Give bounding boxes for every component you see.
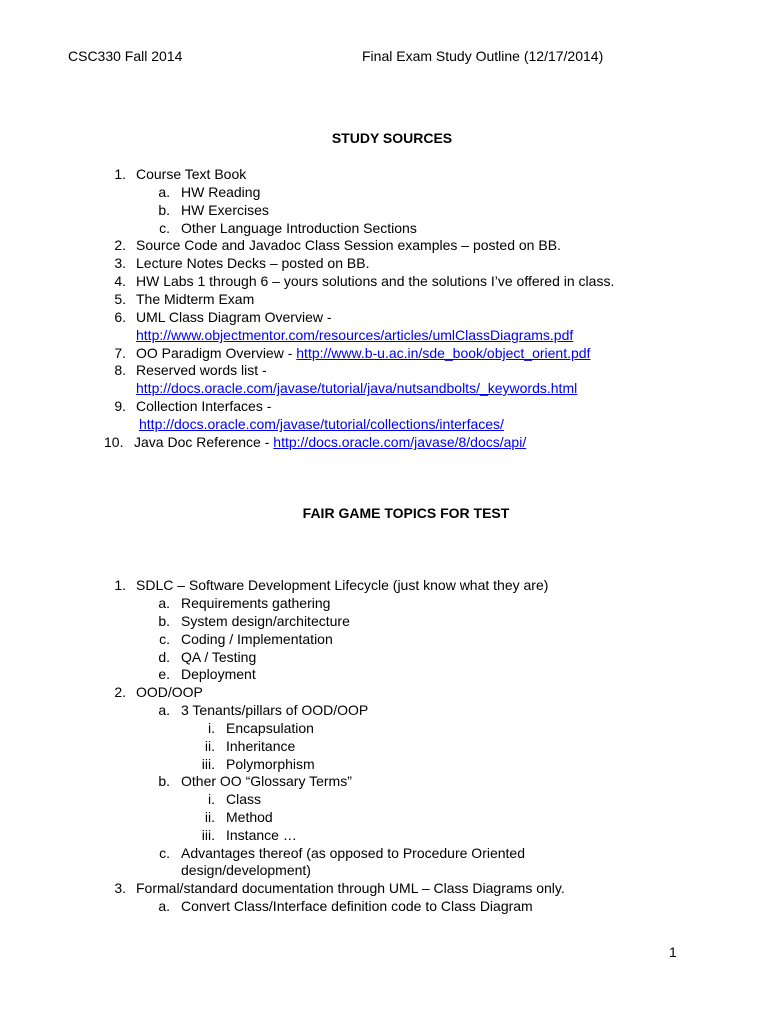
list-marker: a. xyxy=(158,898,170,914)
list-marker: 4. xyxy=(114,273,126,289)
list-marker: 3. xyxy=(114,880,126,896)
list-marker: b. xyxy=(158,613,170,629)
list-text: Coding / Implementation xyxy=(181,631,333,647)
list-text: Lecture Notes Decks – posted on BB. xyxy=(136,255,370,271)
list-marker: iii. xyxy=(201,756,215,772)
list-marker: 5. xyxy=(114,291,126,307)
list-text: The Midterm Exam xyxy=(136,291,255,307)
oo-paradigm-link[interactable]: http://www.b-u.ac.in/sde_book/object_orient.pdf xyxy=(296,345,591,361)
header-title: Final Exam Study Outline (12/17/2014) xyxy=(362,48,604,64)
list-text: HW Labs 1 through 6 – yours solutions and the solutions I’ve offered in class. xyxy=(136,273,615,289)
list-marker: 10. xyxy=(104,434,124,450)
list-text: Formal/standard documentation through UML – Class Diagrams only. xyxy=(136,880,565,896)
list-marker: iii. xyxy=(201,827,215,843)
list-marker: i. xyxy=(208,720,215,736)
list-marker: e. xyxy=(158,666,170,682)
list-text: Class xyxy=(226,791,262,807)
list-text: Encapsulation xyxy=(226,720,314,736)
list-text: Java Doc Reference - xyxy=(134,434,274,450)
list-marker: a. xyxy=(158,184,170,200)
list-marker: c. xyxy=(159,631,170,647)
list-text: QA / Testing xyxy=(181,649,257,665)
list-text: System design/architecture xyxy=(181,613,350,629)
list-marker: 7. xyxy=(114,345,126,361)
list-text: Course Text Book xyxy=(136,166,247,182)
list-marker: d. xyxy=(158,649,170,665)
java-doc-link[interactable]: http://docs.oracle.com/javase/8/docs/api/ xyxy=(273,434,527,450)
list-marker: 6. xyxy=(114,309,126,325)
list-item-continuation xyxy=(136,379,577,397)
uml-class-diagrams-link[interactable]: http://www.objectmentor.com/resources/articles/umlClassDiagrams.pdf xyxy=(136,327,574,343)
list-item-continuation xyxy=(139,415,504,433)
list-text: Source Code and Javadoc Class Session examples – posted on BB. xyxy=(136,237,561,253)
list-text: UML Class Diagram Overview - xyxy=(136,309,332,325)
list-marker: ii. xyxy=(204,738,215,754)
list-text: HW Reading xyxy=(181,184,261,200)
list-marker: 1. xyxy=(114,166,126,182)
list-text: Deployment xyxy=(181,666,256,682)
list-marker: a. xyxy=(158,702,170,718)
list-marker: i. xyxy=(208,791,215,807)
page-number: 1 xyxy=(669,944,677,960)
list-text: Polymorphism xyxy=(226,756,315,772)
list-text: OO Paradigm Overview - xyxy=(136,345,297,361)
list-text: SDLC – Software Development Lifecycle (just know what they are) xyxy=(136,577,549,593)
list-text: Advantages thereof (as opposed to Procedure Oriented xyxy=(181,845,525,861)
list-marker: ii. xyxy=(204,809,215,825)
list-marker: c. xyxy=(159,845,170,861)
list-item-continuation: design/development) xyxy=(181,862,311,878)
list-marker: c. xyxy=(159,220,170,236)
list-marker: 9. xyxy=(114,398,126,414)
list-text: Method xyxy=(226,809,273,825)
list-marker: a. xyxy=(158,595,170,611)
list-marker: b. xyxy=(158,773,170,789)
list-marker: 3. xyxy=(114,255,126,271)
reserved-words-link[interactable]: http://docs.oracle.com/javase/tutorial/java/nutsandbolts/_keywords.html xyxy=(136,380,578,396)
list-item-continuation xyxy=(136,326,573,344)
list-marker: 1. xyxy=(114,577,126,593)
list-marker: 2. xyxy=(114,684,126,700)
list-marker: 2. xyxy=(114,237,126,253)
list-text-with-link xyxy=(134,433,526,451)
list-text: Other Language Introduction Sections xyxy=(181,220,417,236)
list-text: Convert Class/Interface definition code to Class Diagram xyxy=(181,898,533,914)
list-text: Reserved words list - xyxy=(136,362,267,378)
list-text: Inheritance xyxy=(226,738,296,754)
list-text: HW Exercises xyxy=(181,202,269,218)
list-text: Collection Interfaces - xyxy=(136,398,272,414)
list-text: 3 Tenants/pillars of OOD/OOP xyxy=(181,702,369,718)
list-marker: 8. xyxy=(114,362,126,378)
study-sources-heading: STUDY SOURCES xyxy=(331,130,453,146)
list-text: Other OO “Glossary Terms” xyxy=(181,773,352,789)
fair-game-heading: FAIR GAME TOPICS FOR TEST xyxy=(302,505,510,521)
list-text-with-link xyxy=(136,344,590,362)
collection-interfaces-link[interactable]: http://docs.oracle.com/javase/tutorial/collections/interfaces/ xyxy=(139,416,504,432)
list-text: Requirements gathering xyxy=(181,595,331,611)
list-marker: b. xyxy=(158,202,170,218)
list-text: OOD/OOP xyxy=(136,684,203,700)
header-course: CSC330 Fall 2014 xyxy=(68,48,183,64)
list-text: Instance … xyxy=(226,827,297,843)
